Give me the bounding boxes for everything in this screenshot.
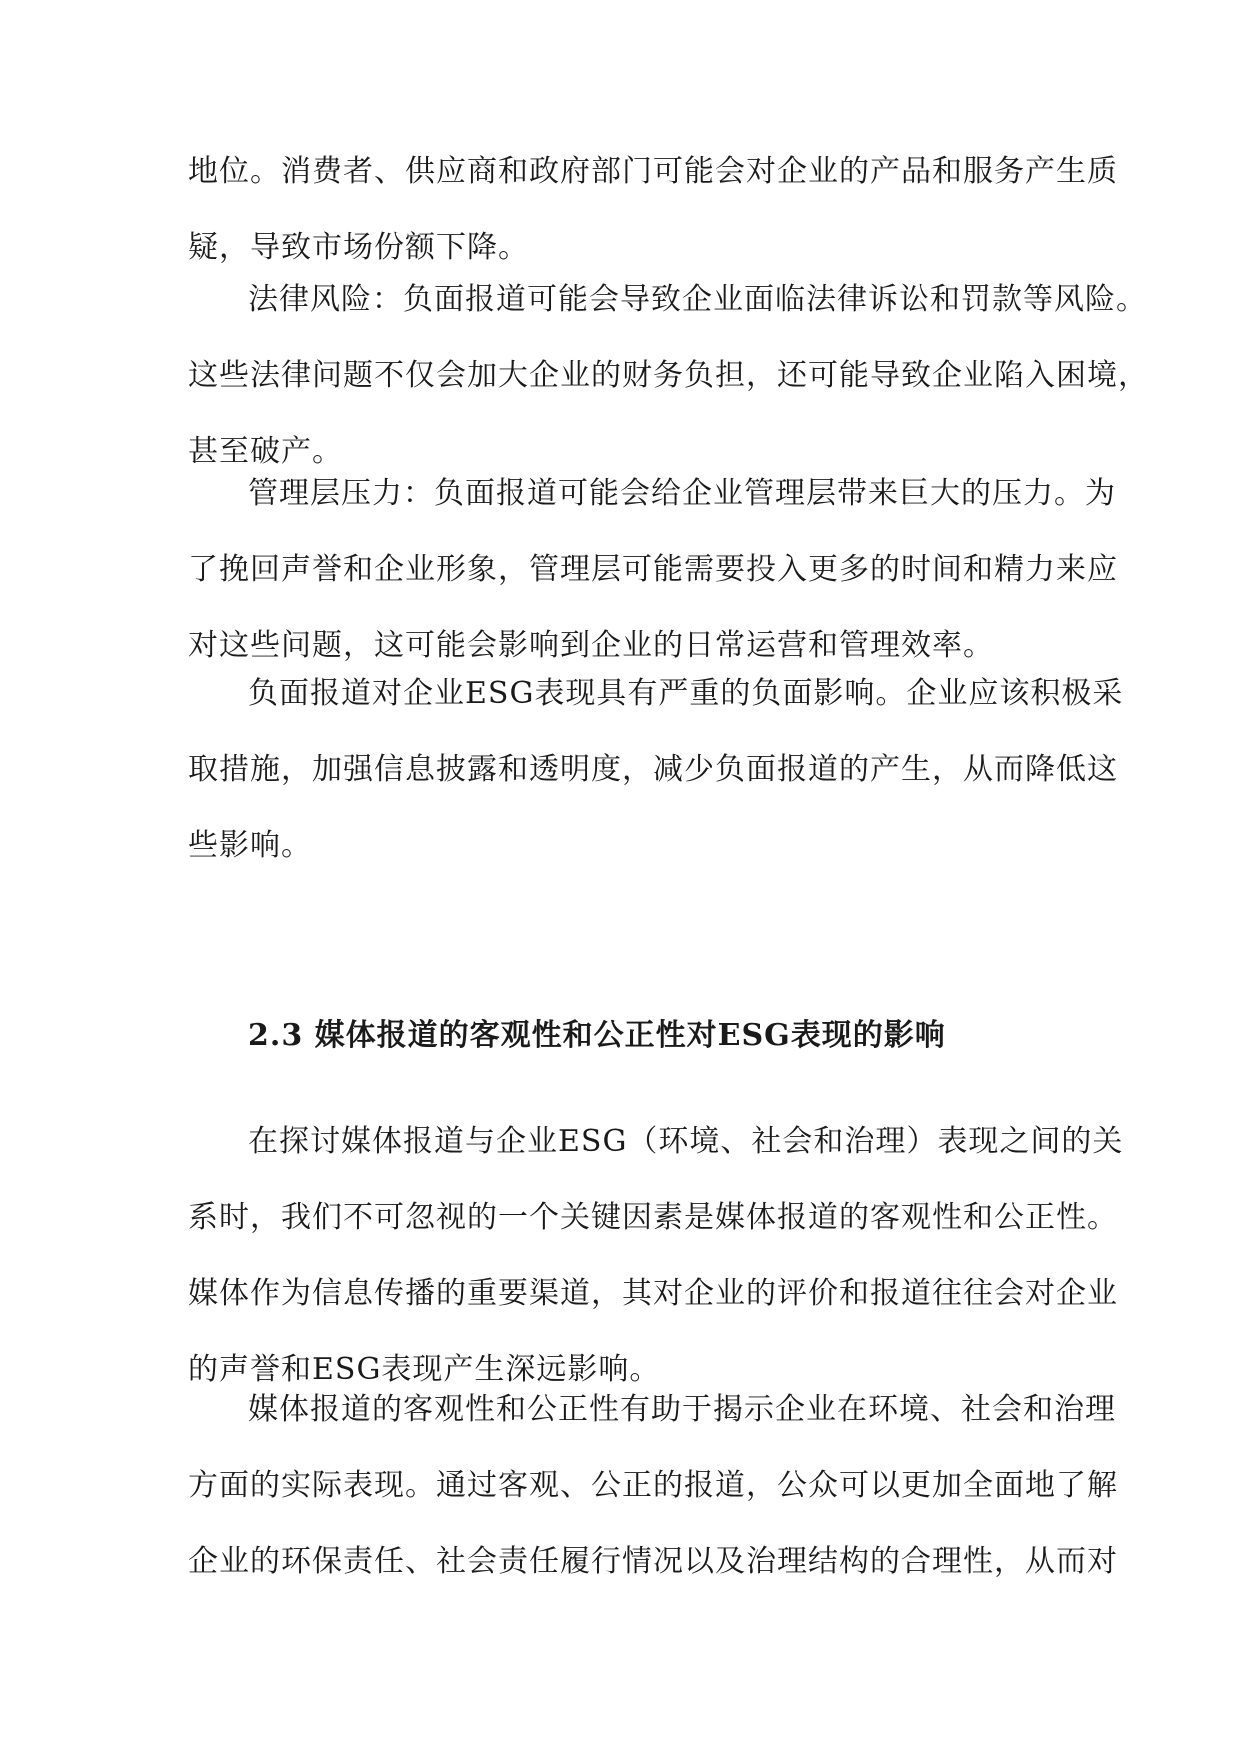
text-line: 媒体报道的客观性和公正性有助于揭示企业在环境、社会和治理 xyxy=(248,1392,1116,1427)
section-heading: 2.3 媒体报道的客观性和公正性对ESG表现的影响 xyxy=(248,1018,946,1053)
text-line: 些影响。 xyxy=(188,828,312,863)
text-line: 负面报道对企业ESG表现具有严重的负面影响。企业应该积极采 xyxy=(248,676,1124,711)
text-line: 系时，我们不可忽视的一个关键因素是媒体报道的客观性和公正性。 xyxy=(188,1200,1118,1235)
text-line: 企业的环保责任、社会责任履行情况以及治理结构的合理性，从而对 xyxy=(188,1544,1118,1579)
text-line: 地位。消费者、供应商和政府部门可能会对企业的产品和服务产生质 xyxy=(188,154,1118,189)
text-line: 甚至破产。 xyxy=(188,434,343,469)
text-line: 的声誉和ESG表现产生深远影响。 xyxy=(188,1352,661,1387)
text-line: 媒体作为信息传播的重要渠道，其对企业的评价和报道往往会对企业 xyxy=(188,1276,1118,1311)
text-line: 了挽回声誉和企业形象，管理层可能需要投入更多的时间和精力来应 xyxy=(188,552,1118,587)
paragraph-negative-impact-summary xyxy=(188,656,1124,884)
text-line: 对这些问题，这可能会影响到企业的日常运营和管理效率。 xyxy=(188,628,994,663)
paragraph-media-objectivity xyxy=(188,1104,1124,1408)
text-line: 疑，导致市场份额下降。 xyxy=(188,230,529,265)
text-line: 管理层压力：负面报道可能会给企业管理层带来巨大的压力。为 xyxy=(248,476,1116,511)
text-line: 方面的实际表现。通过客观、公正的报道，公众可以更加全面地了解 xyxy=(188,1468,1118,1503)
paragraph-management-pressure xyxy=(188,456,1118,684)
text-line: 法律风险：负面报道可能会导致企业面临法律诉讼和罚款等风险。 xyxy=(248,282,1147,317)
text-line: 取措施，加强信息披露和透明度，减少负面报道的产生，从而降低这 xyxy=(188,752,1118,787)
paragraph-media-fairness xyxy=(188,1372,1118,1600)
text-line: 这些法律问题不仅会加大企业的财务负担，还可能导致企业陷入困境， xyxy=(188,358,1149,393)
text-line: 在探讨媒体报道与企业ESG（环境、社会和治理）表现之间的关 xyxy=(248,1124,1124,1159)
